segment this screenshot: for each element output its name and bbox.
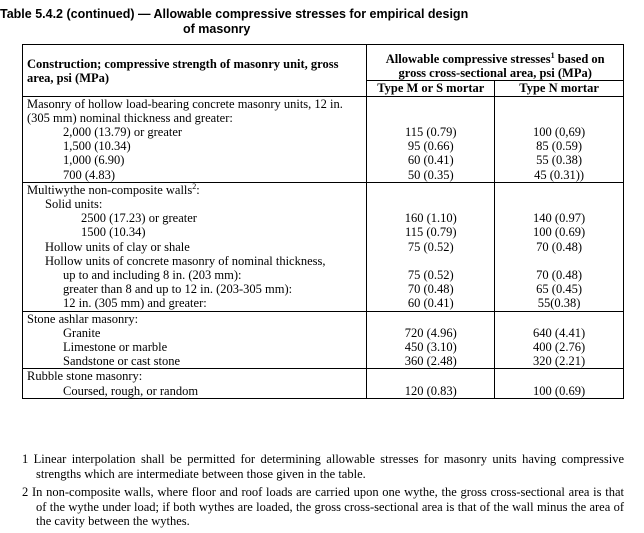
table-title-line1: Table 5.4.2 (continued) — Allowable compressive stresses for empirical design (0, 7, 469, 21)
table-row: 1,500 (10.34) 95 (0.66) 85 (0.59) (23, 139, 624, 153)
table-title (0, 7, 468, 37)
section-heading: Stone ashlar masonry: (23, 311, 367, 326)
table-row: Granite 720 (4.96) 640 (4.41) (23, 326, 624, 340)
table-row: 700 (4.83) 50 (0.35) 45 (0.31)) (23, 168, 624, 183)
table-row: 2,000 (13.79) or greater 115 (0.79) 100 (0,69) (23, 125, 624, 139)
table-row: Coursed, rough, or random 120 (0.83) 100 (0.69) (23, 384, 624, 399)
section-heading: Masonry of hollow load-bearing concrete masonry units, 12 in. (305 mm) nominal thickness and greater: (23, 96, 367, 125)
footnote-2: 2 In non-composite walls, where floor and roof loads are carried upon one wythe, the gross cross-sectional area is that of the wythe under load; if both wythes are loaded, the gross cross-sectional area is that of the wall minus the area of the cavity between the wythes. (22, 485, 624, 528)
solid-units-label: Solid units: (23, 197, 367, 211)
table-row: 2500 (17.23) or greater 160 (1.10) 140 (0.97) (23, 211, 624, 225)
section-heading: Multiwythe non-composite walls$^2$: (23, 182, 367, 197)
header-type-ms: Type M or S mortar (367, 81, 495, 96)
table-row: Hollow units of clay or shale 75 (0.52) 70 (0.48) (23, 240, 624, 254)
table-row: Sandstone or cast stone 360 (2.48) 320 (2.21) (23, 354, 624, 369)
table-row: 1500 (10.34) 115 (0.79) 100 (0.69) (23, 225, 624, 239)
table-row: greater than 8 and up to 12 in. (203-305 mm): 70 (0.48) 65 (0.45) (23, 282, 624, 296)
footnote-1: 1 Linear interpolation shall be permitted for determining allowable stresses for masonry units having compressive strengths which are intermediate between those given in the table. (22, 452, 624, 481)
header-allowable: Allowable compressive stresses$^1$ based on gross cross-sectional area, psi (MPa) (367, 45, 624, 81)
table-row: Limestone or marble 450 (3.10) 400 (2.76) (23, 340, 624, 354)
header-type-n: Type N mortar (495, 81, 624, 96)
table-row: up to and including 8 in. (203 mm): 75 (0.52) 70 (0.48) (23, 268, 624, 282)
table-row: 12 in. (305 mm) and greater: 60 (0.41) 55(0.38) (23, 296, 624, 311)
section-heading: Rubble stone masonry: (23, 369, 367, 384)
table-row: 1,000 (6.90) 60 (0.41) 55 (0.38) (23, 153, 624, 167)
footnotes (22, 452, 624, 533)
table-title-line2: of masonry (183, 22, 251, 36)
header-construction: Construction; compressive strength of masonry unit, gross area, psi (MPa) (23, 45, 367, 97)
stress-table (22, 44, 624, 399)
hollow-units-label: Hollow units of concrete masonry of nominal thickness, (23, 254, 367, 268)
